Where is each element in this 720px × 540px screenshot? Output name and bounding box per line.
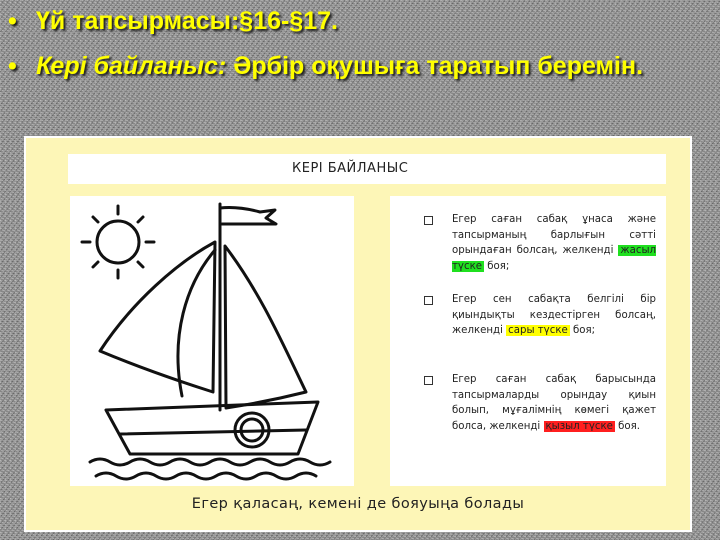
yellow-highlight: сары түске [508,325,568,336]
instruction-item-yellow: Егер сен сабақта белгілі бір қиындықты кездестірген болсаң, желкенді сары түске боя; [452,292,656,339]
checkbox-icon [424,376,433,385]
bullet-marker: • [8,52,17,80]
bullet-feedback [8,51,708,81]
sail-icon [100,242,306,408]
feedback-text: Әрбір оқушыға таратып беремін. [226,52,644,80]
waves-icon [90,459,330,479]
checkbox-icon [424,216,433,225]
instruction-item-red: Егер саған сабақ барысында тапсырмаларды орындау қиын болып, мұғалімнің көмегі қажет болса, желкенді қызыл түске боя. [452,372,656,434]
flag-icon [220,204,276,410]
homework-text: Үй тапсырмасы:§16-§17. [36,7,339,35]
feedback-label: Кері байланыс: [36,52,227,80]
boat-hull-icon [106,402,318,454]
bullet-marker: • [8,7,17,35]
sailboat-image [70,196,354,486]
checkbox-icon [424,296,433,305]
instruction-item-green: Егер саған сабақ ұнаса және тапсырманың барлығын сәтті орындаған болсаң, желкенді жасыл түске боя; [452,212,656,274]
card-title: КЕРІ БАЙЛАНЫС [68,154,666,184]
bullet-homework [8,6,708,36]
card-caption: Егер қаласаң, кемені де бояуыңа болады [191,496,525,512]
sailboat-drawing [70,196,354,486]
sun-icon [82,206,154,278]
feedback-card [24,136,692,532]
green-highlight: жасыл түске [452,245,656,272]
instructions-box [390,196,666,486]
bullet-list [8,6,708,81]
red-highlight: қызыл түске [545,420,613,432]
